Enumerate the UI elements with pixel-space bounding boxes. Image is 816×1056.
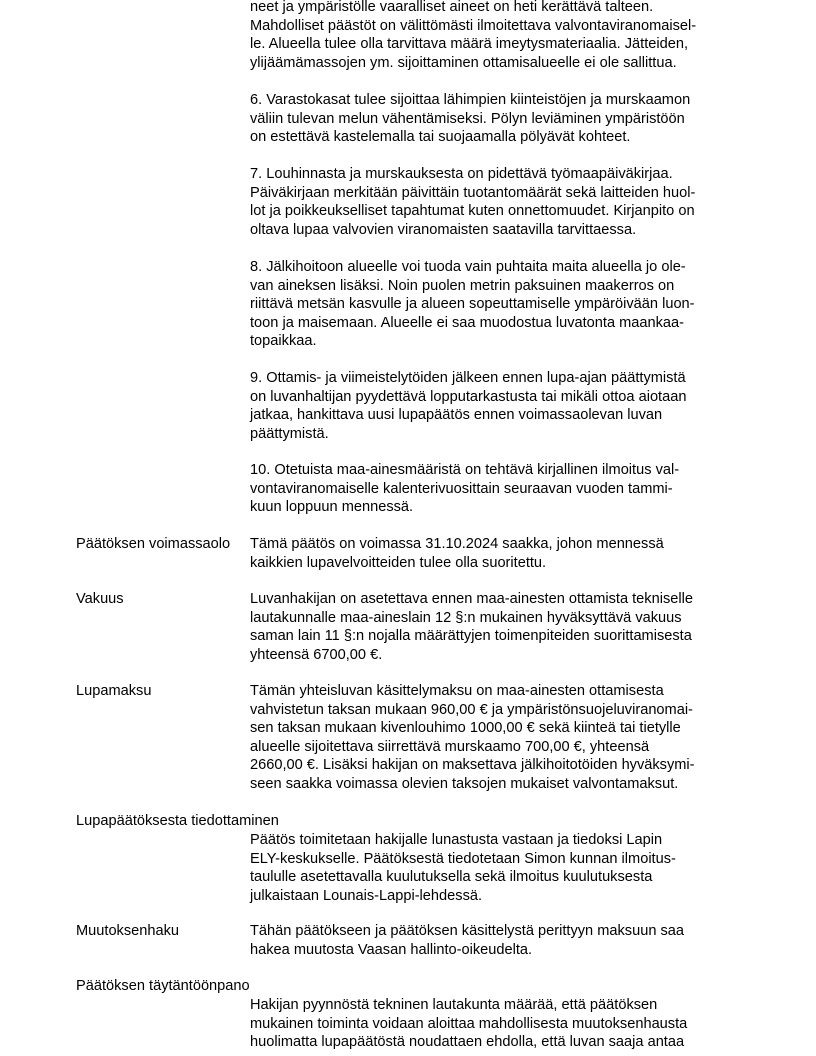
section-body-notification <box>250 831 745 905</box>
text-line: lautakunnalle maa-aineslain 12 §:n mukainen hyväksyttävä vakuus <box>250 609 682 626</box>
text-line: toon ja maisemaan. Alueelle ei saa muodostua luvatonta maankaa- <box>250 314 685 331</box>
text-line: topaikkaa. <box>250 333 317 349</box>
text-line: yhteensä 6700,00 €. <box>250 646 383 663</box>
text-line: neet ja ympäristölle vaaralliset aineet on heti kerättävä talteen. <box>250 0 654 15</box>
condition-8 <box>250 258 745 351</box>
condition-6 <box>250 91 745 147</box>
text-line: väliin tulevan melun vähentämiseksi. Pölyn leviäminen ympäristöön <box>250 110 685 127</box>
text-line: julkaistaan Lounais-Lappi-lehdessä. <box>250 887 483 904</box>
text-line: oltava lupaa valvovien viranomaisten saatavilla tarvittaessa. <box>250 221 637 238</box>
section-body-permit-fee <box>250 682 745 793</box>
text-line: van aineksen lisäksi. Noin puolen metrin paksuinen maakerros on <box>250 277 675 294</box>
text-line: sen taksan mukaan kivenlouhimo 1000,00 € sekä kiinteä tai tietylle <box>250 720 681 736</box>
text-line: taululle asetettavalla kuulutuksella sekä ilmoitus kuulutuksesta <box>250 869 653 885</box>
text-line: vahvistetun taksan mukaan 960,00 € ja ympäristönsuojeluviranomai- <box>250 701 693 718</box>
text-line: mukainen toiminta voidaan aloittaa mahdollisesta muutoksenhausta <box>250 1015 688 1032</box>
text-line: 8. Jälkihoitoon alueelle voi tuoda vain puhtaita maita alueella jo ole- <box>250 259 686 275</box>
section-body-validity <box>250 535 745 572</box>
text-line: le. Alueella tulee olla tarvittava määrä imeytysmateriaalia. Jätteiden, <box>250 36 689 52</box>
text-line: 7. Louhinnasta ja murskauksesta on pidettävä työmaapäiväkirjaa. <box>250 166 673 182</box>
text-line: 10. Otetuista maa-ainesmääristä on tehtävä kirjallinen ilmoitus val- <box>250 462 680 478</box>
text-line: 2660,00 €. Lisäksi hakijan on maksettava jälkihoitotöiden hyväksymi- <box>250 757 695 773</box>
section-heading-validity: Päätöksen voimassaolo <box>76 536 231 552</box>
text-line: Tämä päätös on voimassa 31.10.2024 saakka, johon mennessä <box>250 536 664 552</box>
text-line: ELY-keskukselle. Päätöksestä tiedotetaan Simon kunnan ilmoitus- <box>250 850 676 867</box>
text-line: seen saakka voimassa olevien taksojen mukaiset valvontamaksut. <box>250 775 679 792</box>
condition-7 <box>250 165 745 239</box>
text-line: saman lain 11 §:n nojalla määrättyjen toimenpiteiden suorittamisesta <box>250 628 692 644</box>
section-body-appeal <box>250 922 745 959</box>
text-line: 9. Ottamis- ja viimeistelytöiden jälkeen ennen lupa-ajan päättymistä <box>250 370 686 386</box>
text-line: 6. Varastokasat tulee sijoittaa lähimpien kiinteistöjen ja murskaamon <box>250 92 691 108</box>
text-line: jatkaa, hankittava uusi lupapäätös ennen voimassaolevan luvan <box>250 407 663 423</box>
text-line: kaikkien lupavelvoitteiden tulee olla suoritettu. <box>250 554 547 571</box>
condition-9 <box>250 369 745 443</box>
text-line: hakea muutosta Vaasan hallinto-oikeudelta. <box>250 941 533 958</box>
text-line: kuun loppuun mennessä. <box>250 499 414 515</box>
text-line: on estettävä kastelemalla tai suojaamalla pölyävät kohteet. <box>250 129 631 145</box>
text-line: Päätös toimitetaan hakijalle lunastusta vastaan ja tiedoksi Lapin <box>250 832 663 848</box>
section-heading-security: Vakuus <box>76 591 124 607</box>
text-line: Hakijan pyynnöstä tekninen lautakunta määrää, että päätöksen <box>250 997 658 1013</box>
text-line: Mahdolliset päästöt on välittömästi ilmoitettava valvontaviranomaisel- <box>250 17 697 34</box>
section-heading-permit-fee: Lupamaksu <box>76 683 152 699</box>
text-line: Päiväkirjaan merkitään päivittäin tuotantomäärät sekä laitteiden huol- <box>250 184 696 201</box>
text-line: lot ja poikkeukselliset tapahtumat kuten onnettomuudet. Kirjanpito on <box>250 203 695 219</box>
text-line: vontaviranomaiselle kalenterivuosittain seuraavan vuoden tammi- <box>250 480 673 497</box>
text-line: ylijäämämassojen ym. sijoittaminen ottamisalueelle ei ole sallittua. <box>250 54 677 71</box>
section-body-enforcement <box>250 996 745 1052</box>
text-line: päättymistä. <box>250 425 329 442</box>
text-line: on luvanhaltijan pyydettävä lopputarkastusta tai mikäli ottoa aiotaan <box>250 388 687 405</box>
condition-10 <box>250 461 745 517</box>
text-line: Tämän yhteisluvan käsittelymaksu on maa-ainesten ottamisesta <box>250 683 664 699</box>
text-line: alueelle sijoitettava siirrettävä murskaamo 700,00 €, yhteensä <box>250 738 650 755</box>
condition-5-continuation <box>250 0 745 72</box>
text-line: Tähän päätökseen ja päätöksen käsittelystä perittyyn maksuun saa <box>250 923 685 939</box>
section-heading-appeal: Muutoksenhaku <box>76 923 180 939</box>
text-line: Luvanhakijan on asetettava ennen maa-ainesten ottamista tekniselle <box>250 591 693 607</box>
text-line: huolimatta lupapäätöstä noudattaen ehdolla, että luvan saaja antaa <box>250 1034 685 1050</box>
section-heading-enforcement: Päätöksen täytäntöönpano <box>76 978 250 994</box>
section-heading-notification: Lupapäätöksesta tiedottaminen <box>76 813 279 829</box>
text-line: riittävä metsän kasvulle ja alueen sopeuttamiselle ympäröivään luon- <box>250 296 695 312</box>
section-body-security <box>250 590 745 664</box>
